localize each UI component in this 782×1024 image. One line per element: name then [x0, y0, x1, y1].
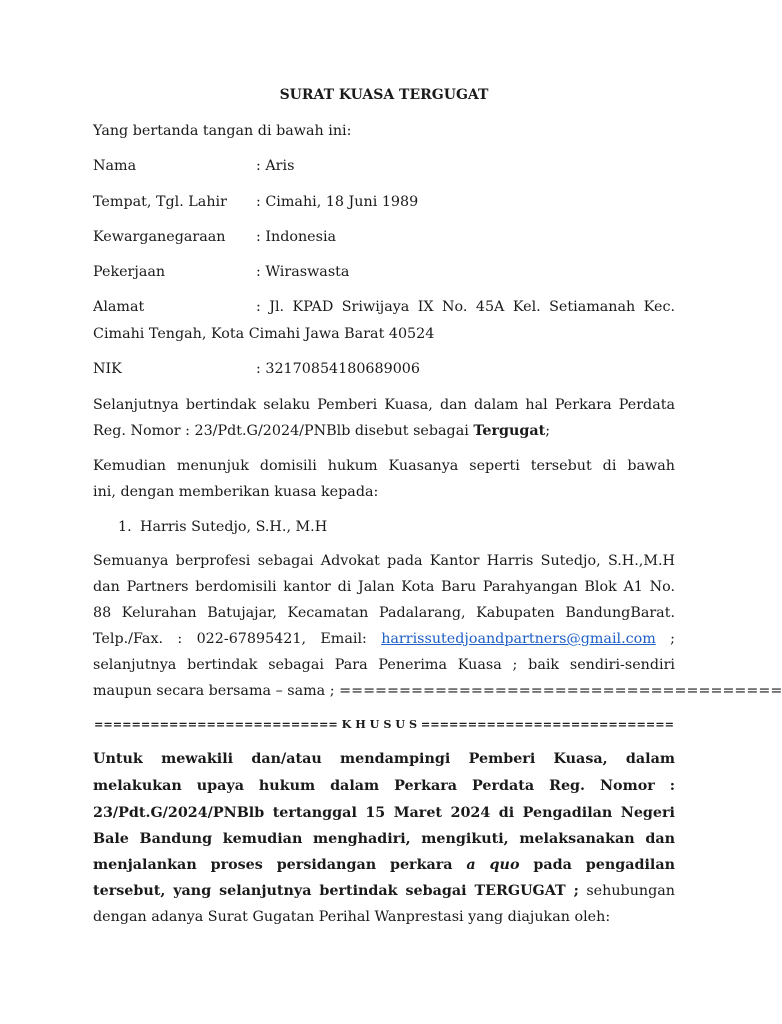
para4-line6-bold: tersebut, yang selanjutnya bertindak sebagai TERGUGAT ;	[93, 883, 579, 899]
para4-line7: dengan adanya Surat Gugatan Perihal Wanprestasi yang diajukan oleh:	[93, 909, 611, 925]
email-link[interactable]: harrissutedjoandpartners@gmail.com	[381, 631, 656, 647]
para1-line1: Selanjutnya bertindak selaku Pemberi Kuasa, dan dalam hal Perkara Perdata	[93, 397, 675, 413]
para4-line4: Bale Bandung kemudian menghadiri, mengikuti, melaksanakan dan	[93, 831, 675, 847]
list-number: 1.	[118, 519, 132, 535]
para3-line1: Semuanya berprofesi sebagai Advokat pada Kantor Harris Sutedjo, S.H.,M.H	[93, 553, 675, 569]
para2-line2: ini, dengan memberikan kuasa kepada:	[93, 484, 379, 500]
field-value-alamat: : Jl. KPAD Sriwijaya IX No. 45A Kel. Setiamanah Kec.	[256, 299, 675, 315]
para1-line2	[93, 423, 550, 439]
para2-line1: Kemudian menunjuk domisili hukum Kuasanya seperti tersebut di bawah	[93, 458, 675, 474]
intro-text: Yang bertanda tangan di bawah ini:	[93, 123, 352, 139]
para4-line3: 23/Pdt.G/2024/PNBlb tertanggal 15 Maret 2024 di Pengadilan Negeri	[93, 805, 675, 821]
field-value-ttl: : Cimahi, 18 Juni 1989	[256, 194, 419, 210]
para1-line2-text: Reg. Nomor : 23/Pdt.G/2024/PNBlb disebut sebagai	[93, 423, 474, 439]
para4-line2: melakukan upaya hukum dalam Perkara Perdata Reg. Nomor :	[93, 778, 675, 794]
para4-line6	[93, 883, 675, 899]
field-label-alamat: Alamat	[93, 299, 145, 315]
a-quo-italic: a quo	[466, 857, 520, 873]
para3-line3: 88 Kelurahan Batujajar, Kecamatan Padalarang, Kabupaten BandungBarat.	[93, 605, 675, 621]
field-label-nik: NIK	[93, 361, 122, 377]
field-label-nama: Nama	[93, 158, 137, 174]
telp-fax-text: Telp./Fax. : 022-67895421, Email:	[93, 631, 382, 647]
para4-line1: Untuk mewakili dan/atau mendampingi Pemberi Kuasa, dalam	[93, 751, 675, 767]
document-title: SURAT KUASA TERGUGAT	[279, 87, 489, 103]
field-value-nama: : Aris	[256, 158, 295, 174]
field-label-kewarganegaraan: Kewarganegaraan	[93, 229, 226, 245]
list-item-harris: Harris Sutedjo, S.H., M.H	[140, 519, 328, 535]
para4-line5	[93, 857, 675, 873]
para3-line5: selanjutnya bertindak sebagai Para Penerima Kuasa ; baik sendiri-sendiri	[93, 657, 675, 673]
para4-line6-normal: sehubungan	[578, 883, 675, 899]
para3-line6: maupun secara bersama – sama ; =====================================	[93, 683, 782, 699]
field-label-pekerjaan: Pekerjaan	[93, 264, 166, 280]
tergugat-bold: Tergugat	[473, 423, 546, 439]
field-value-nik: : 32170854180689006	[256, 361, 420, 377]
para3-line4	[93, 631, 675, 647]
para4-line5-text: menjalankan proses persidangan perkara	[93, 857, 467, 873]
para1-line2-end: ;	[545, 423, 551, 439]
khusus-separator: ========================== K H U S U S ===========================	[93, 717, 675, 731]
field-label-ttl: Tempat, Tgl. Lahir	[93, 194, 227, 210]
para4-line5-end: pada pengadilan	[519, 857, 675, 873]
field-value-pekerjaan: : Wiraswasta	[256, 264, 350, 280]
para3-line2: dan Partners berdomisili kantor di Jalan Kota Baru Parahyangan Blok A1 No.	[93, 579, 675, 595]
field-value-alamat-cont: Cimahi Tengah, Kota Cimahi Jawa Barat 40524	[93, 326, 435, 342]
para3-line4-end: ;	[655, 631, 675, 647]
field-value-kewarganegaraan: : Indonesia	[256, 229, 337, 245]
